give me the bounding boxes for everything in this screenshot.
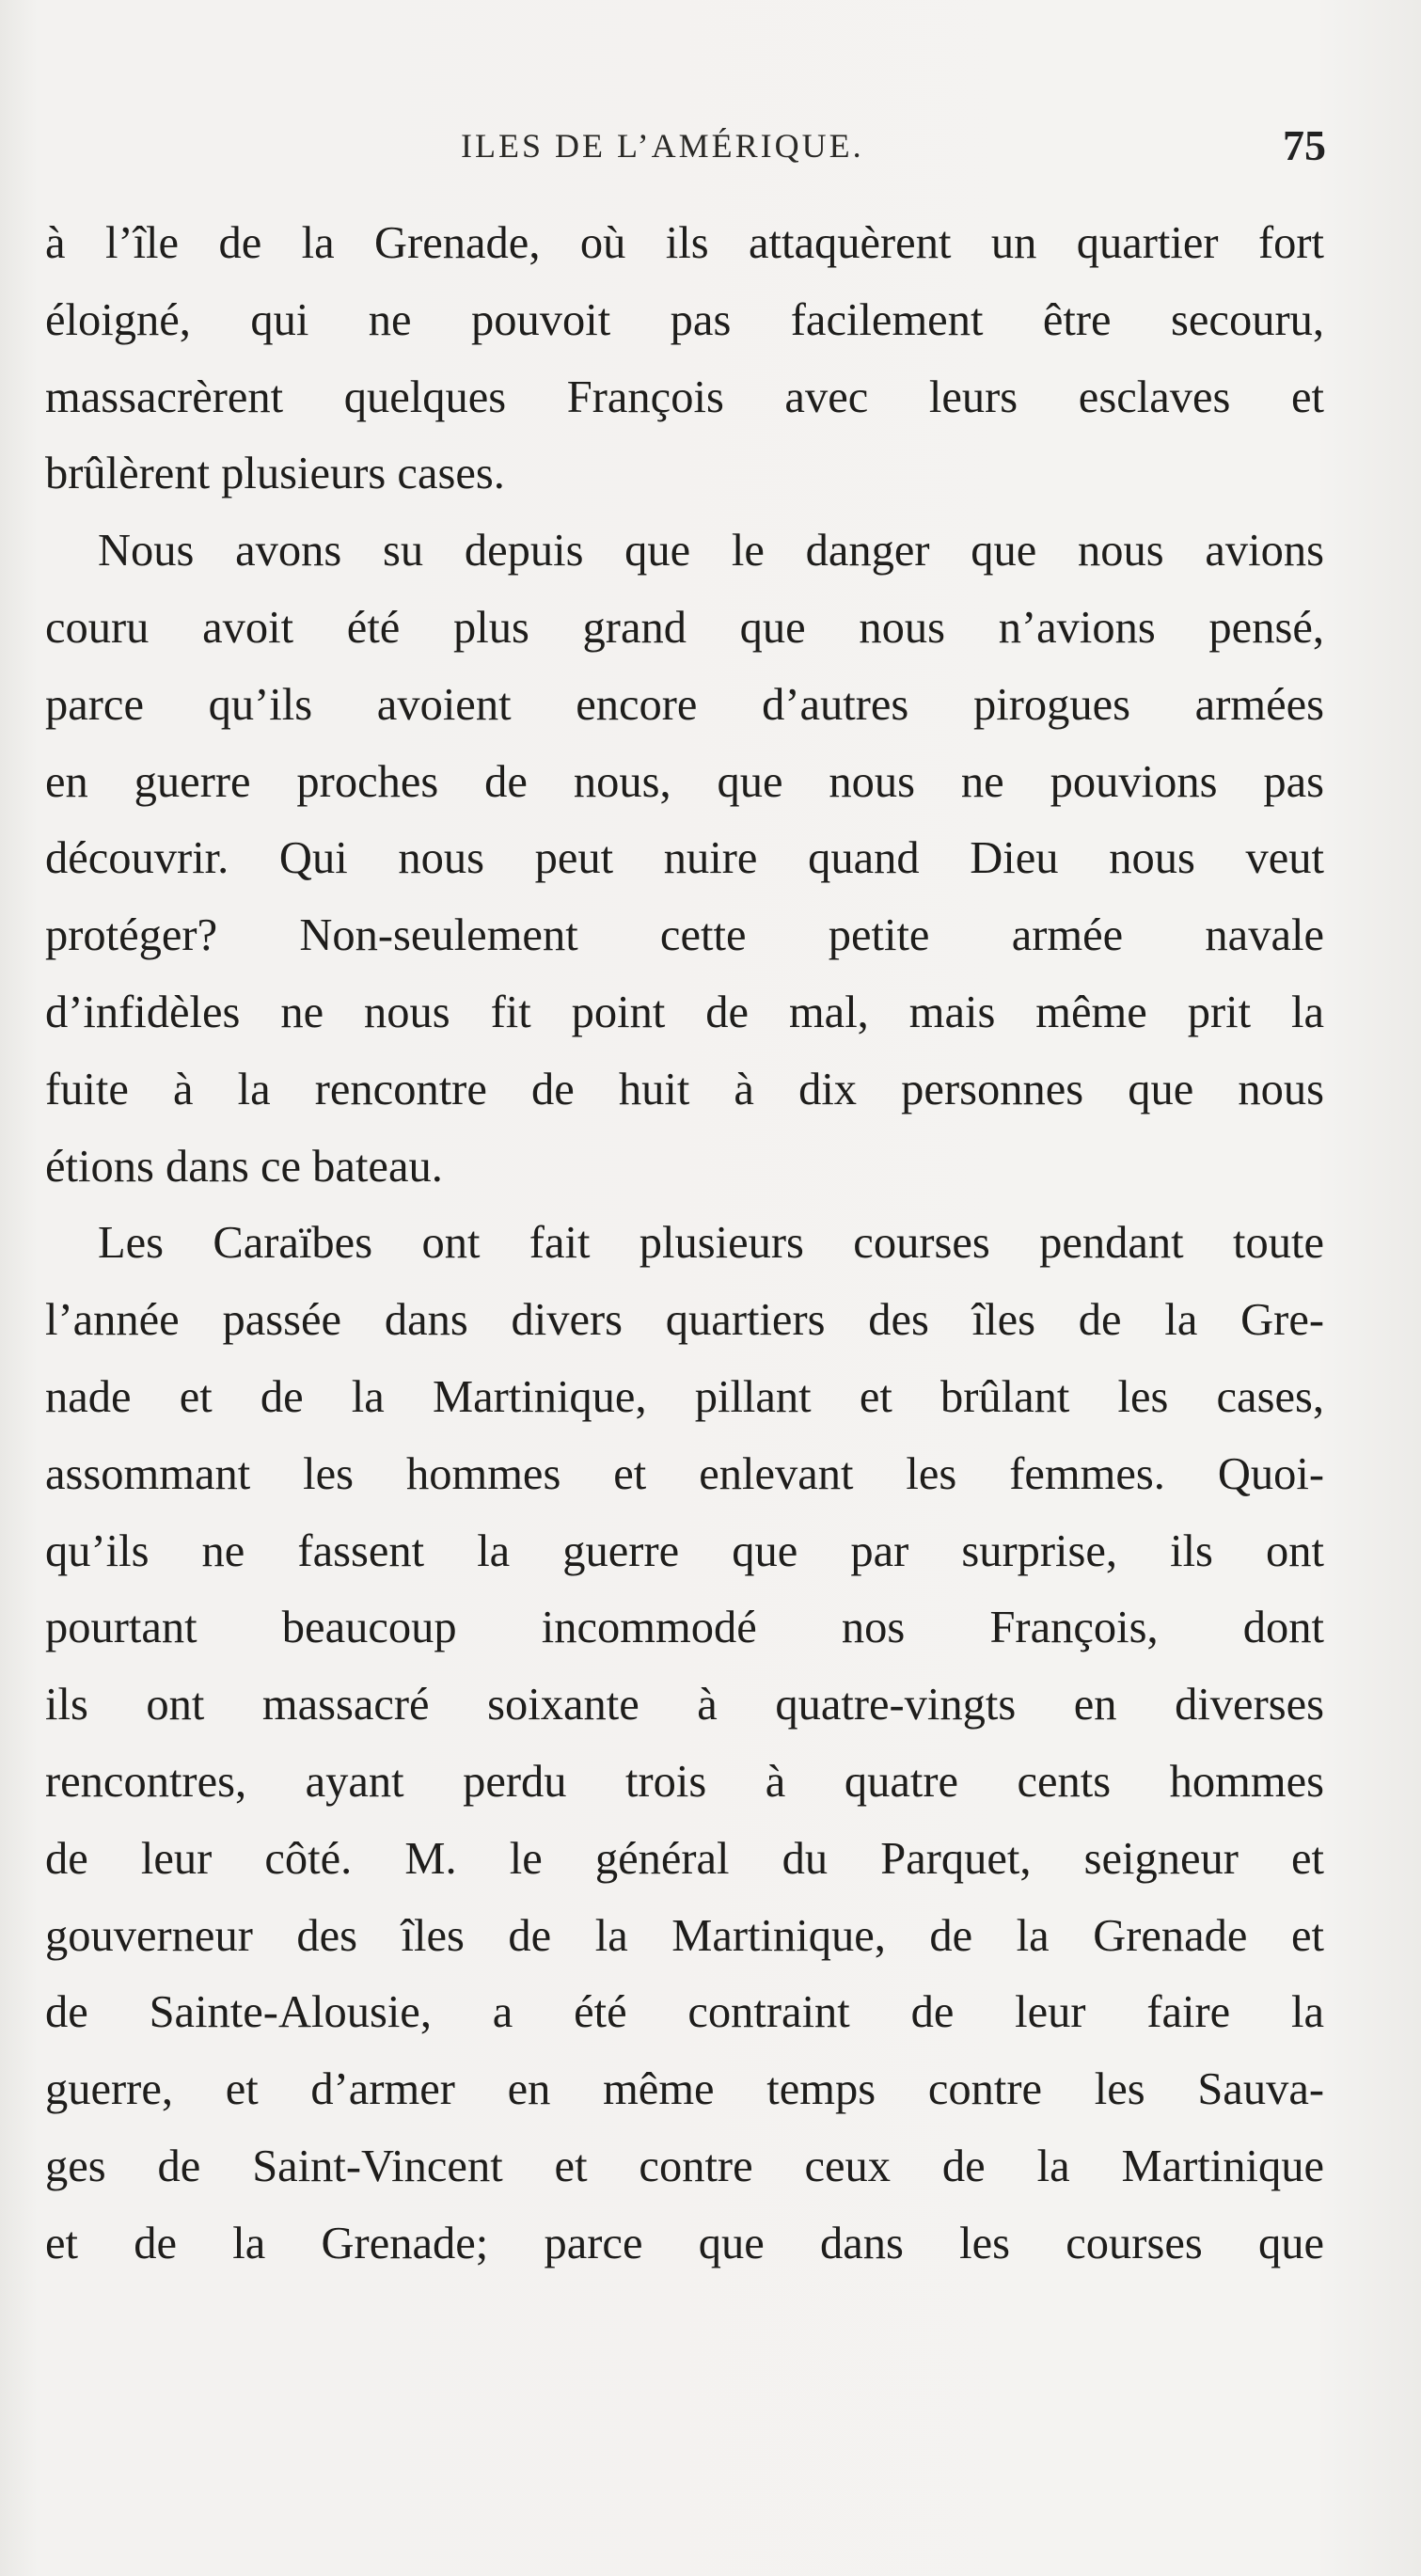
running-head — [47, 120, 1326, 177]
text-line: de leur côté. M. le général du Parquet, seigneur et — [45, 1833, 1324, 1884]
text-line: l’année passée dans divers quartiers des îles de la Gre- — [45, 1295, 1324, 1346]
paragraph-start-line: Nous avons su depuis que le danger que nous avions — [98, 526, 1324, 577]
text-line: gouverneur des îles de la Martinique, de la Grenade et — [45, 1910, 1324, 1961]
text-line: qu’ils ne fassent la guerre que par surprise, ils ont — [45, 1525, 1324, 1576]
text-line: à l’île de la Grenade, où ils attaquèrent un quartier fort — [45, 218, 1324, 268]
text-line: ges de Saint-Vincent et contre ceux de la Martinique — [45, 2141, 1324, 2191]
text-line: couru avoit été plus grand que nous n’avions pensé, — [45, 602, 1324, 653]
text-line: brûlèrent plusieurs cases. — [45, 449, 505, 499]
page-number: 75 — [1283, 121, 1326, 169]
text-line: rencontres, ayant perdu trois à quatre cents hommes — [45, 1756, 1324, 1807]
text-line: pourtant beaucoup incommodé nos François, dont — [45, 1603, 1324, 1653]
text-line: massacrèrent quelques François avec leurs esclaves et — [45, 371, 1324, 422]
text-line: nade et de la Martinique, pillant et brûlant les cases, — [45, 1371, 1324, 1422]
text-line: éloigné, qui ne pouvoit pas facilement être secouru, — [45, 294, 1324, 345]
text-line: étions dans ce bateau. — [45, 1141, 443, 1192]
text-line: assommant les hommes et enlevant les femmes. Quoi- — [45, 1448, 1324, 1499]
text-line: de Sainte-Alousie, a été contraint de leur faire la — [45, 1987, 1324, 2038]
text-line: découvrir. Qui nous peut nuire quand Dieu nous veut — [45, 833, 1324, 884]
text-line: et de la Grenade; parce que dans les courses que — [45, 2218, 1324, 2268]
text-line: ils ont massacré soixante à quatre-vingts en diverses — [45, 1680, 1324, 1731]
text-line: fuite à la rencontre de huit à dix personnes que nous — [45, 1064, 1324, 1114]
text-line: d’infidèles ne nous fit point de mal, mais même prit la — [45, 987, 1324, 1037]
running-title: ILES DE L’AMÉRIQUE. — [461, 127, 864, 165]
text-line: protéger? Non-seulement cette petite armée navale — [45, 910, 1324, 961]
text-line: guerre, et d’armer en même temps contre les Sauva- — [45, 2064, 1324, 2115]
body-text — [45, 205, 1324, 2283]
paragraph-start-line: Les Caraïbes ont fait plusieurs courses pendant toute — [98, 1218, 1324, 1269]
text-line: parce qu’ils avoient encore d’autres pirogues armées — [45, 679, 1324, 730]
text-line: en guerre proches de nous, que nous ne pouvions pas — [45, 756, 1324, 807]
